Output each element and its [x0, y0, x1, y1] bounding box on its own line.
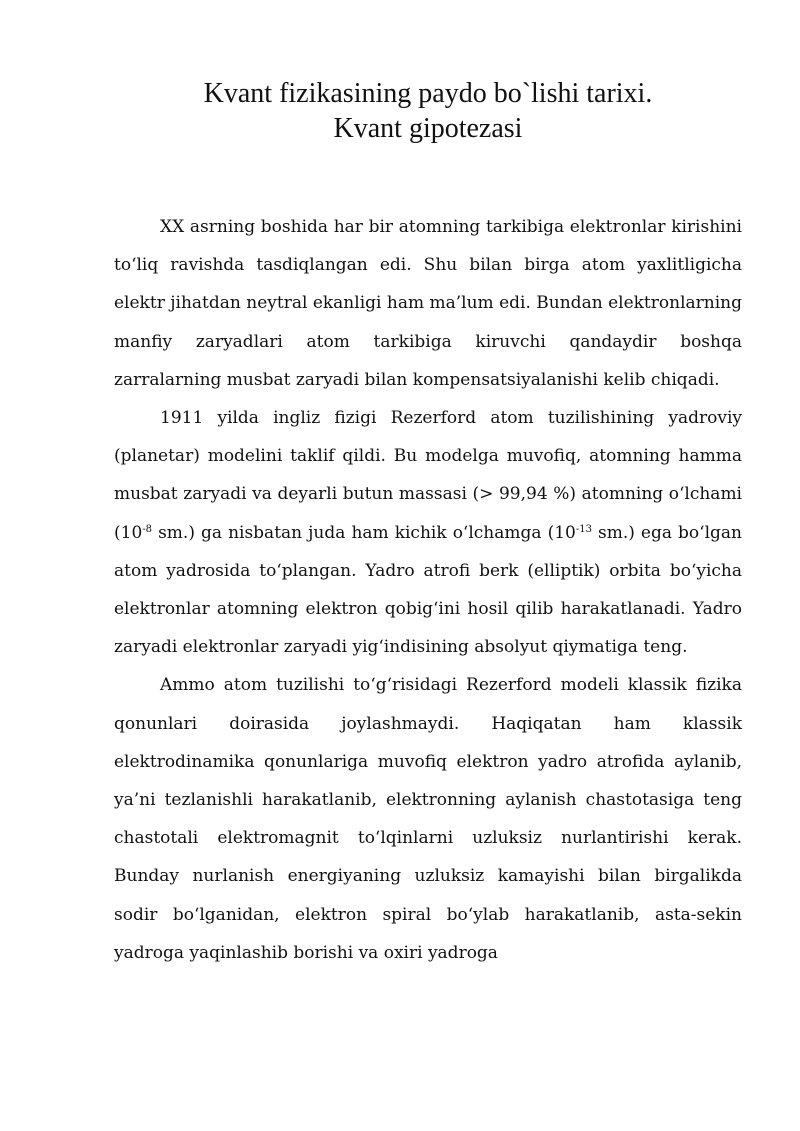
- page-title: [114, 76, 742, 146]
- document-body: [114, 208, 742, 972]
- exponent-2: -13: [575, 523, 592, 535]
- exponent-1: -8: [142, 523, 153, 535]
- title-line-2: Kvant gipotezasi: [333, 113, 523, 144]
- paragraph-2-text-2: sm.) ga nisbatan juda ham kichik o‘lchamga (10: [152, 522, 576, 543]
- title-line-1: Kvant fizikasining paydo bo`lishi tarixi.: [203, 78, 653, 109]
- paragraph-2-text-1: 1911 yilda ingliz fizigi Rezerford atom tuzilishining yadroviy (planetar) modelini taklif qildi. Bu modelga muvofiq, atomning hamma musbat zaryadi va deyarli butun massasi (> 99,94 %) atomning o‘lchami (10: [114, 408, 742, 543]
- paragraph-2-text-3: sm.) ega bo‘lgan atom yadrosida to‘plangan. Yadro atrofi berk (elliptik) orbita bo‘yicha elektronlar atomning elektron qobig‘ini hosil qilib harakatlanadi. Yadro zaryadi elektronlar zaryadi yig‘indisining absolyut qiymatiga teng.: [114, 522, 742, 658]
- paragraph-3: Ammo atom tuzilishi to‘g‘risidagi Rezerford modeli klassik fizika qonunlari doirasida joylashmaydi. Haqiqatan ham klassik elektrodinamika qonunlariga muvofiq elektron yadro atrofida aylanib, ya’ni tezlanishli harakatlanib, elektronning aylanish chastotasiga teng chastotali elektromagnit to‘lqinlarni uzluksiz nurlantirishi kerak. Bunday nurlanish energiyaning uzluksiz kamayishi bilan birgalikda sodir bo‘lganidan, elektron spiral bo‘ylab harakatlanib, asta-sekin yadroga yaqinlashib borishi va oxiri yadroga: [114, 675, 742, 963]
- paragraph-2: [114, 399, 742, 666]
- paragraph-1: XX asrning boshida har bir atomning tarkibiga elektronlar kirishini to‘liq ravishda tasdiqlangan edi. Shu bilan birga atom yaxlitligicha elektr jihatdan neytral ekanligi ham ma’lum edi. Bundan elektronlarning manfiy zaryadlari atom tarkibiga kiruvchi qandaydir boshqa zarralarning musbat zaryadi bilan kompensatsiyalanishi kelib chiqadi.: [114, 217, 742, 390]
